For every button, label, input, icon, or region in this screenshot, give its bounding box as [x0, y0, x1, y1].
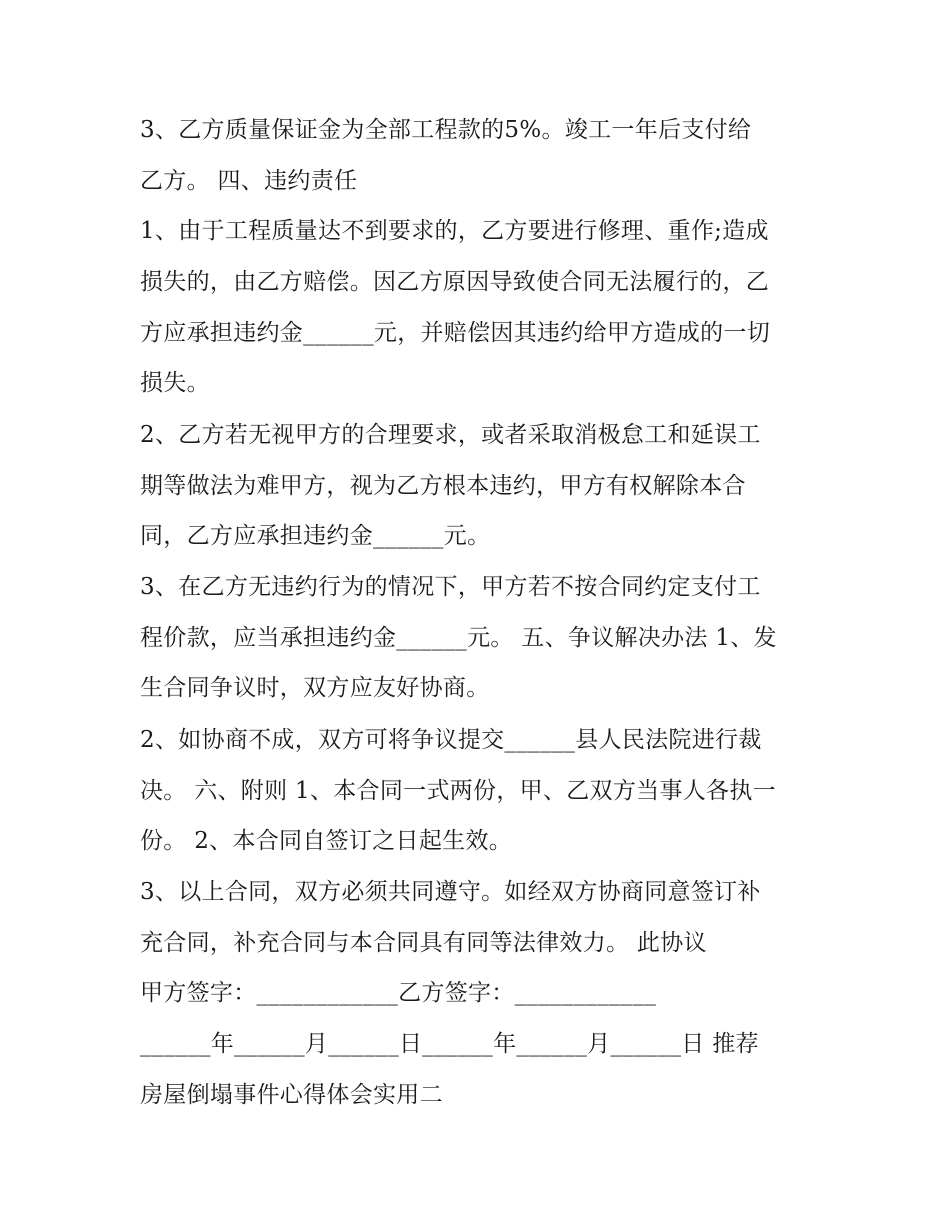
text-line: 损失。: [140, 370, 210, 396]
text-line: 房屋倒塌事件心得体会实用二: [140, 1082, 443, 1108]
text-line: 方应承担违约金______元，并赔偿因其违约给甲方造成的一切: [140, 320, 770, 346]
text-line: 损失的，由乙方赔偿。因乙方原因导致使合同无法履行的，乙: [140, 269, 770, 295]
text-line: 乙方。 四、违约责任: [140, 168, 358, 194]
text-line: 同，乙方应承担违约金______元。: [140, 523, 491, 549]
date-line: ______年______月______日______年______月______日 推荐: [140, 1031, 759, 1057]
text-line: 2、乙方若无视甲方的合理要求，或者采取消极怠工和延误工: [140, 422, 761, 448]
text-line: 充合同，补充合同与本合同具有同等法律效力。 此协议: [140, 930, 707, 956]
text-line: 2、如协商不成，双方可将争议提交______县人民法院进行裁: [140, 727, 762, 753]
text-line: 3、在乙方无违约行为的情况下，甲方若不按合同约定支付工: [140, 574, 761, 600]
text-line: 3、乙方质量保证金为全部工程款的5%。竣工一年后支付给: [140, 117, 752, 143]
text-line: 决。 六、附则 1、本合同一式两份，甲、乙双方当事人各执一: [140, 778, 776, 804]
text-line: 1、由于工程质量达不到要求的，乙方要进行修理、重作;造成: [140, 218, 769, 244]
text-line: 份。 2、本合同自签订之日起生效。: [140, 828, 513, 854]
text-line: 期等做法为难甲方，视为乙方根本违约，甲方有权解除本合: [140, 473, 746, 499]
text-line: 生合同争议时，双方应友好协商。: [140, 675, 490, 701]
text-line: 程价款，应当承担违约金______元。 五、争议解决办法 1、发: [140, 625, 777, 651]
signature-line: 甲方签字：____________乙方签字：____________: [140, 980, 657, 1006]
text-line: 3、以上合同，双方必须共同遵守。如经双方协商同意签订补: [140, 879, 761, 905]
